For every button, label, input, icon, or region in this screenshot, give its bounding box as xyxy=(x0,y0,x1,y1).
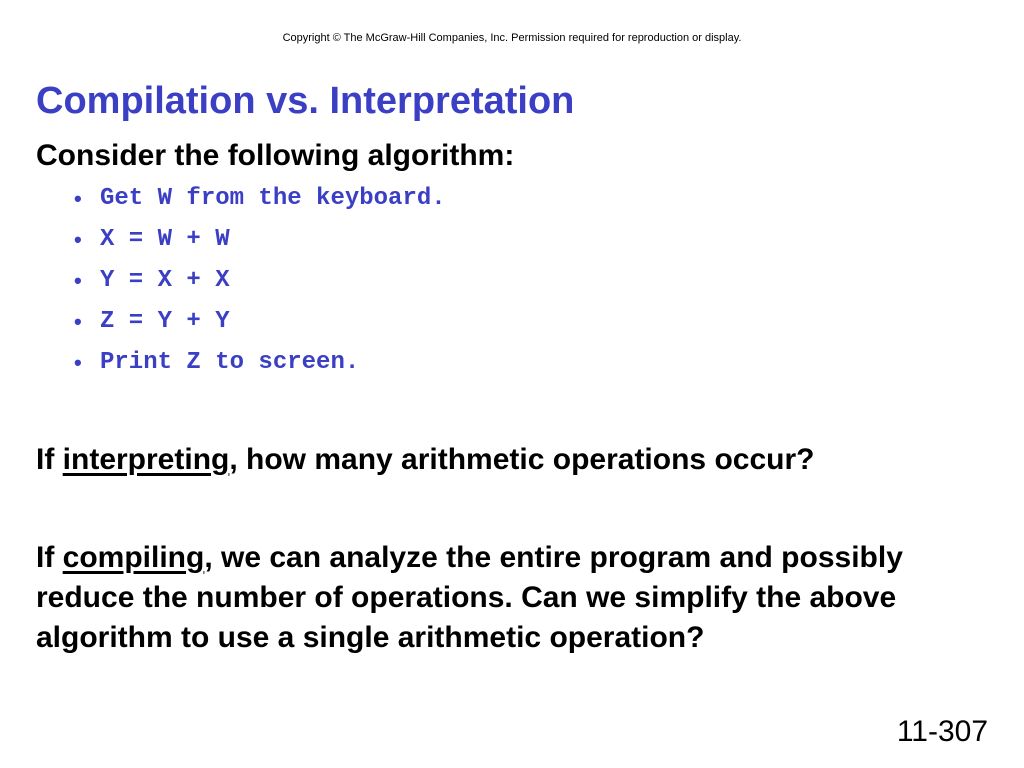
bullet-icon: • xyxy=(74,226,82,252)
copyright-notice: Copyright © The McGraw-Hill Companies, Inc. Permission required for reproduction or display. xyxy=(282,32,742,44)
page-number: 11-307 xyxy=(896,715,988,748)
question-prefix: If xyxy=(36,541,63,574)
interpreting-keyword: interpreting xyxy=(62,443,230,476)
bullet-icon: • xyxy=(74,349,82,375)
list-item xyxy=(74,260,446,301)
question-body: , how many arithmetic operations occur? xyxy=(229,443,815,476)
bullet-icon: • xyxy=(74,308,82,334)
list-item xyxy=(74,219,446,260)
algorithm-list xyxy=(74,178,446,383)
algorithm-step: Print Z to screen. xyxy=(100,349,360,376)
algorithm-step: Z = Y + Y xyxy=(100,308,230,335)
bullet-icon: • xyxy=(74,267,82,293)
lead-text: Consider the following algorithm: xyxy=(36,139,515,172)
list-item xyxy=(74,178,446,219)
question-body: , we can analyze the entire program and possibly reduce the number of operations. Can we simplify the above algorithm to use a single arithmetic operation? xyxy=(36,541,903,654)
algorithm-step: Get W from the keyboard. xyxy=(100,185,446,212)
algorithm-step: Y = X + X xyxy=(100,267,230,294)
question-prefix: If xyxy=(36,443,63,476)
list-item xyxy=(74,342,446,383)
compiling-keyword: compiling xyxy=(62,541,205,574)
bullet-icon: • xyxy=(74,185,82,211)
list-item xyxy=(74,301,446,342)
compiling-question xyxy=(36,538,936,658)
interpreting-question xyxy=(36,442,814,478)
slide-title: Compilation vs. Interpretation xyxy=(36,80,575,122)
algorithm-step: X = W + W xyxy=(100,226,230,253)
